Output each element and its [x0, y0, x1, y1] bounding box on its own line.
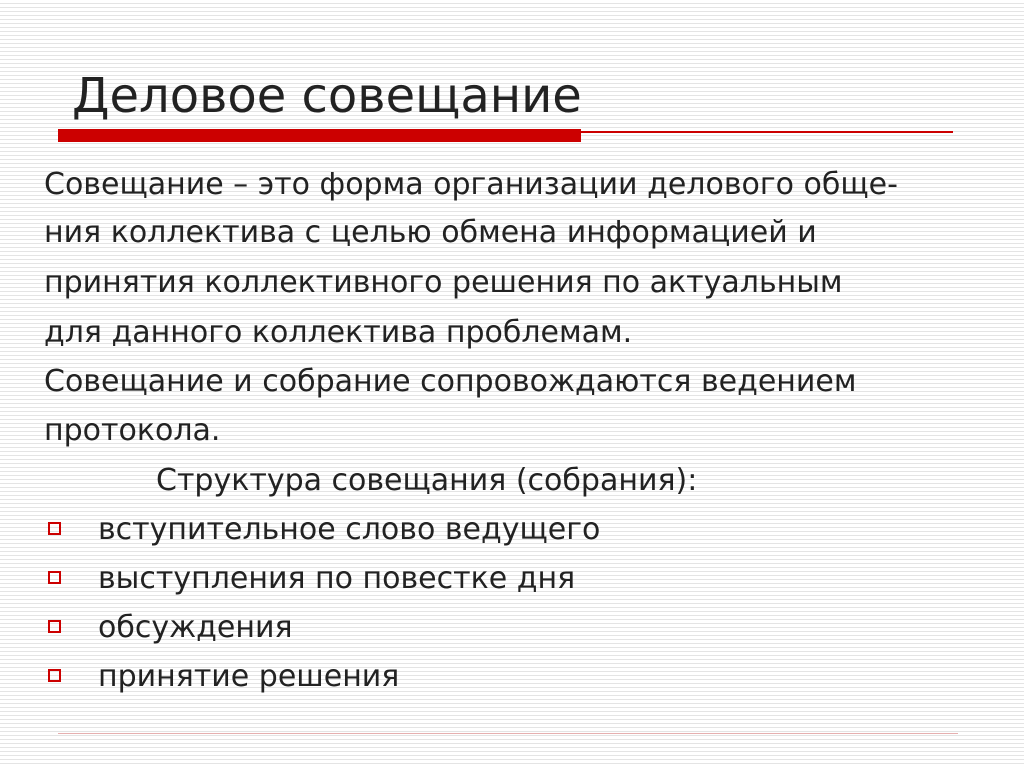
title-underline-thin — [581, 131, 953, 133]
list-item-label: принятие решения — [98, 659, 400, 694]
slide-title: Деловое совещание — [72, 68, 582, 124]
paragraph-line: ния коллектива с целью обмена информацией и — [44, 215, 817, 250]
paragraph-line: протокола. — [44, 413, 221, 448]
square-bullet-icon — [48, 571, 61, 584]
square-bullet-icon — [48, 669, 61, 682]
structure-heading: Структура совещания (собрания): — [156, 463, 698, 498]
title-underline-thick — [58, 129, 581, 142]
footer-divider — [58, 733, 958, 734]
list-item-label: выступления по повестке дня — [98, 561, 576, 596]
paragraph-line: Совещание – это форма организации делового обще- — [44, 167, 898, 202]
square-bullet-icon — [48, 620, 61, 633]
paragraph-line: для данного коллектива проблемам. — [44, 315, 633, 350]
paragraph-line: Совещание и собрание сопровождаются ведением — [44, 364, 857, 399]
square-bullet-icon — [48, 522, 61, 535]
list-item-label: обсуждения — [98, 610, 293, 645]
paragraph-line: принятия коллективного решения по актуальным — [44, 265, 843, 300]
list-item-label: вступительное слово ведущего — [98, 512, 601, 547]
